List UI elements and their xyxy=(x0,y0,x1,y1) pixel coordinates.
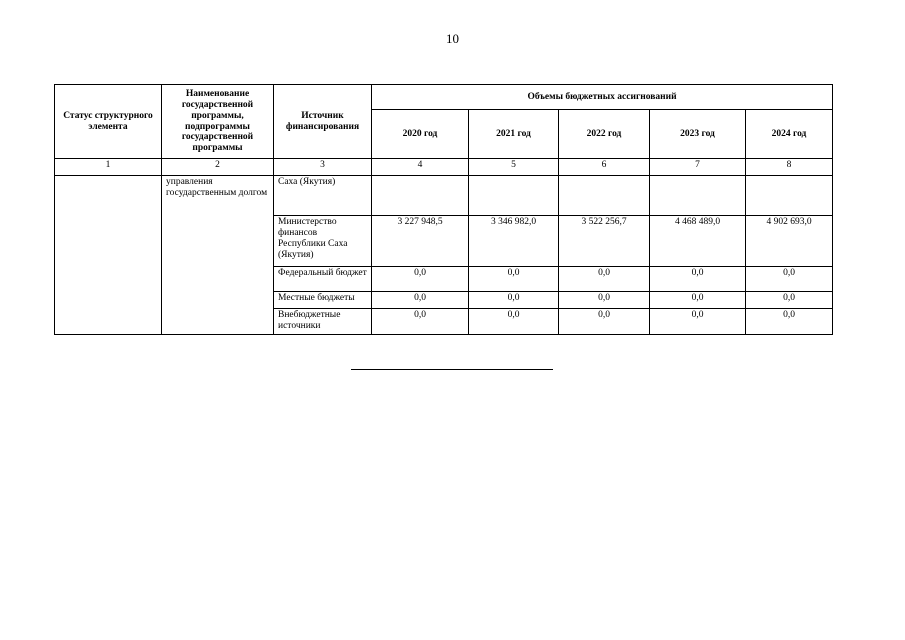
value-cell: 0,0 xyxy=(372,267,469,292)
value-cell: 0,0 xyxy=(469,292,559,309)
program-name-cell: управления государственным долгом xyxy=(162,176,274,335)
column-number: 5 xyxy=(469,159,559,176)
column-number: 2 xyxy=(162,159,274,176)
funding-source-cell: Федеральный бюджет xyxy=(274,267,372,292)
value-cell: 0,0 xyxy=(746,267,833,292)
value-cell: 0,0 xyxy=(559,292,650,309)
value-cell: 0,0 xyxy=(372,309,469,335)
value-cell xyxy=(559,176,650,216)
header-funding-source: Источник финансирования xyxy=(274,85,372,159)
header-year-2023: 2023 год xyxy=(650,110,746,159)
header-program-name: Наименование государственной программы, подпрограммы государственной программы xyxy=(162,85,274,159)
column-number: 3 xyxy=(274,159,372,176)
value-cell: 0,0 xyxy=(559,309,650,335)
value-cell xyxy=(372,176,469,216)
value-cell: 3 227 948,5 xyxy=(372,216,469,267)
header-budget-volumes: Объемы бюджетных ассигнований xyxy=(372,85,833,110)
value-cell: 0,0 xyxy=(650,309,746,335)
value-cell: 0,0 xyxy=(650,267,746,292)
table-row xyxy=(55,176,833,216)
header-year-2024: 2024 год xyxy=(746,110,833,159)
value-cell: 4 468 489,0 xyxy=(650,216,746,267)
value-cell: 0,0 xyxy=(650,292,746,309)
value-cell xyxy=(650,176,746,216)
column-number: 1 xyxy=(55,159,162,176)
footer-divider-line xyxy=(351,369,553,370)
value-cell xyxy=(746,176,833,216)
header-year-2022: 2022 год xyxy=(559,110,650,159)
value-cell: 4 902 693,0 xyxy=(746,216,833,267)
column-number: 6 xyxy=(559,159,650,176)
funding-source-cell: Внебюджетные источники xyxy=(274,309,372,335)
status-cell xyxy=(55,176,162,335)
page-number: 10 xyxy=(446,31,459,46)
header-status: Статус структурного элемента xyxy=(55,85,162,159)
value-cell: 0,0 xyxy=(469,309,559,335)
value-cell: 0,0 xyxy=(559,267,650,292)
column-number: 4 xyxy=(372,159,469,176)
funding-source-cell: Саха (Якутия) xyxy=(274,176,372,216)
column-number: 8 xyxy=(746,159,833,176)
header-year-2021: 2021 год xyxy=(469,110,559,159)
funding-source-cell: Министерство финансов Республики Саха (Якутия) xyxy=(274,216,372,267)
value-cell: 0,0 xyxy=(746,309,833,335)
column-number-row xyxy=(55,159,833,176)
value-cell xyxy=(469,176,559,216)
budget-allocation-table xyxy=(54,84,833,335)
value-cell: 0,0 xyxy=(469,267,559,292)
column-number: 7 xyxy=(650,159,746,176)
value-cell: 3 522 256,7 xyxy=(559,216,650,267)
value-cell: 3 346 982,0 xyxy=(469,216,559,267)
header-year-2020: 2020 год xyxy=(372,110,469,159)
value-cell: 0,0 xyxy=(372,292,469,309)
value-cell: 0,0 xyxy=(746,292,833,309)
funding-source-cell: Местные бюджеты xyxy=(274,292,372,309)
